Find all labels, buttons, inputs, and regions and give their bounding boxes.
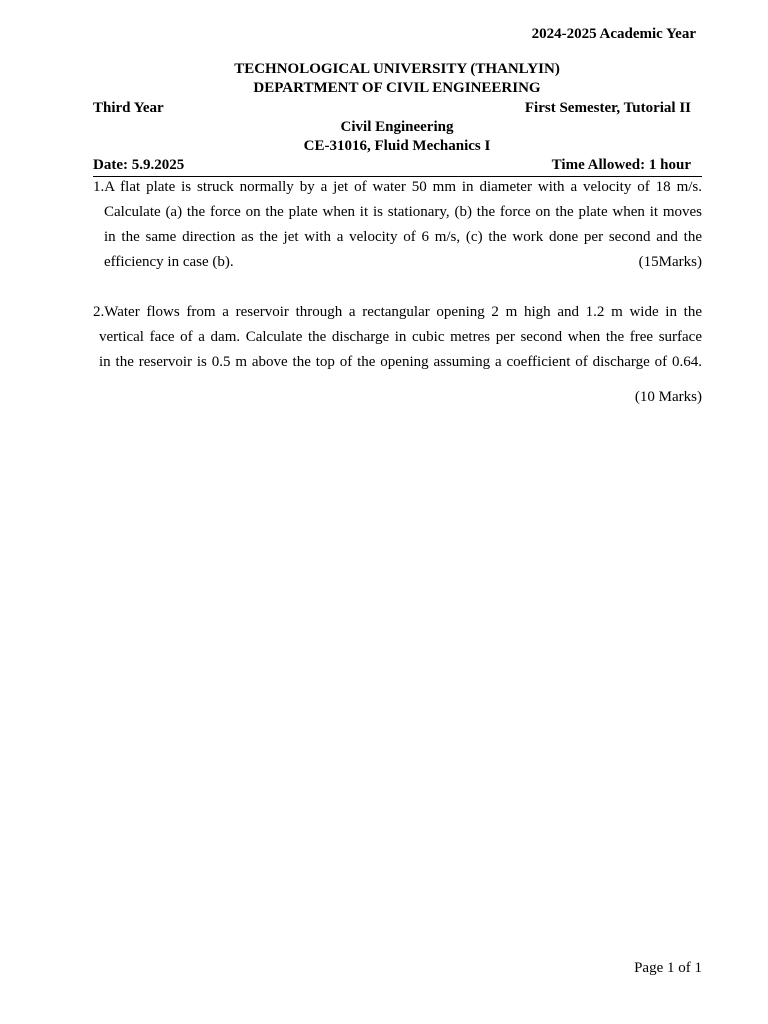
question-1-line-1: 1.A flat plate is struck normally by a jet of water 50 mm in diameter with a velocity of 18 m/s. (93, 179, 702, 195)
year-label: Third Year (93, 100, 164, 116)
question-2-marks: (10 Marks) (634, 389, 702, 405)
discipline-label: Civil Engineering (340, 119, 454, 135)
question-2-line-2: vertical face of a dam. Calculate the discharge in cubic metres per second when the free surface (99, 329, 702, 345)
question-1-line-4: efficiency in case (b). (104, 254, 234, 270)
department-name: DEPARTMENT OF CIVIL ENGINEERING (253, 80, 541, 96)
question-1-line-2: Calculate (a) the force on the plate when it is stationary, (b) the force on the plate when it moves (104, 204, 702, 220)
date-label: Date: 5.9.2025 (93, 157, 185, 173)
question-2-line-1: 2.Water flows from a reservoir through a rectangular opening 2 m high and 1.2 m wide in the (93, 304, 702, 320)
question-1-line-3: in the same direction as the jet with a velocity of 6 m/s, (c) the work done per second and the (104, 229, 702, 245)
time-allowed-label: Time Allowed: 1 hour (551, 157, 691, 173)
question-1-marks: (15Marks) (638, 254, 702, 270)
academic-year: 2024-2025 Academic Year (531, 26, 696, 42)
course-title: CE-31016, Fluid Mechanics I (303, 138, 491, 154)
question-2-line-3: in the reservoir is 0.5 m above the top of the opening assuming a coefficient of discharge of 0.64. (99, 354, 702, 370)
semester-tutorial-label: First Semester, Tutorial II (524, 100, 691, 116)
page-number: Page 1 of 1 (634, 960, 702, 976)
university-name: TECHNOLOGICAL UNIVERSITY (THANLYIN) (234, 61, 560, 77)
